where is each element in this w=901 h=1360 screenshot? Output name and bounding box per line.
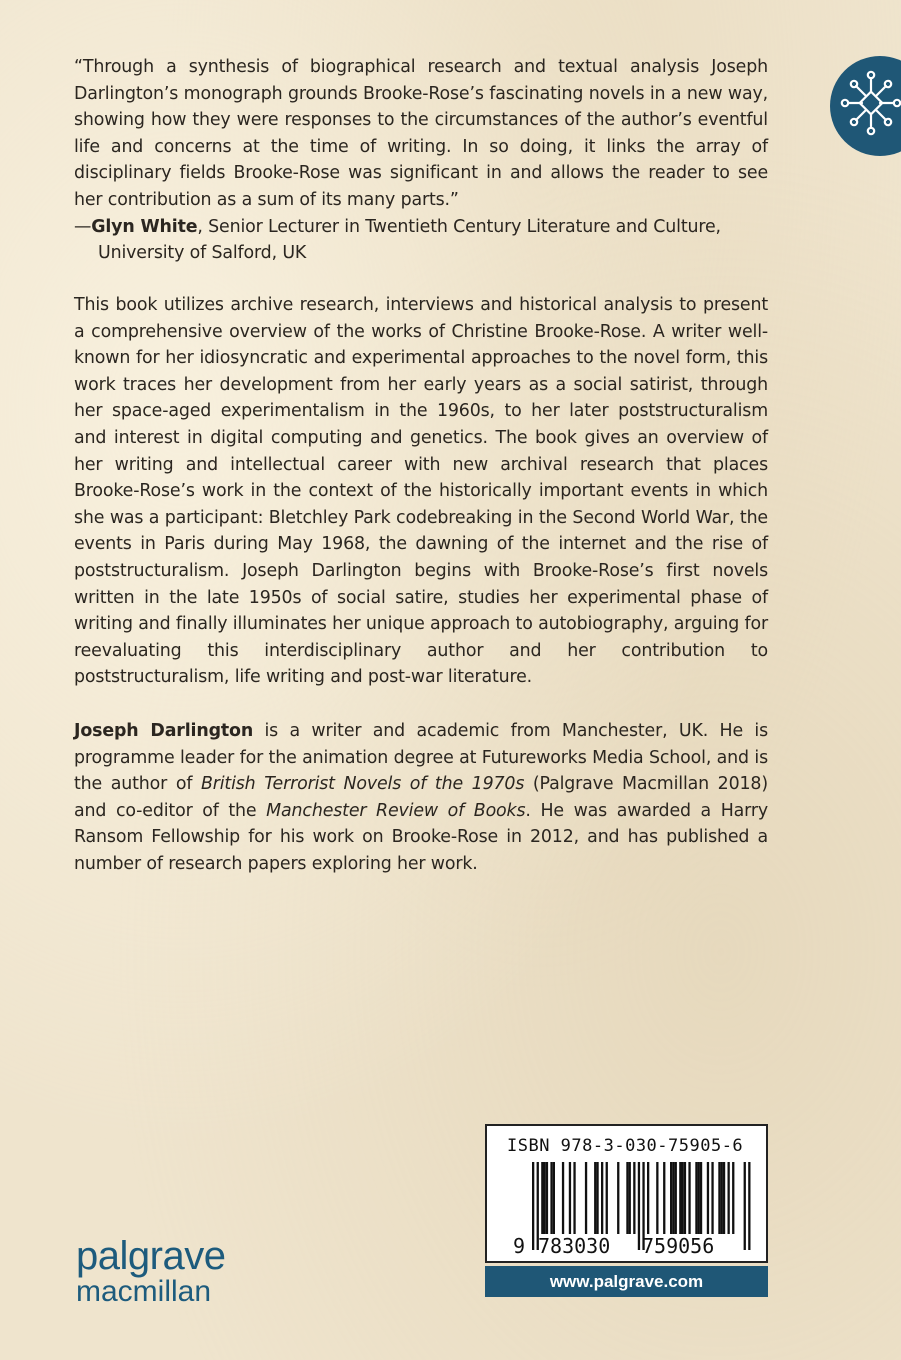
barcode-bar	[718, 1162, 720, 1234]
barcode-bar	[698, 1162, 700, 1234]
barcode-bar	[682, 1162, 684, 1234]
series-seal	[830, 56, 901, 156]
publisher-url[interactable]: www.palgrave.com	[485, 1266, 768, 1297]
quote-affiliation: , Senior Lecturer in Twentieth Century Literature and Culture, University of Salford, UK	[98, 216, 721, 264]
barcode-bar	[601, 1162, 603, 1234]
bio-part-2: (Palgrave Macmillan 2018) and co-editor of the	[74, 774, 768, 821]
barcode-digits-right: 759056	[642, 1234, 715, 1258]
book-summary	[74, 292, 768, 691]
barcode-bar	[585, 1162, 587, 1234]
barcode-bar	[569, 1162, 571, 1234]
bio-author-name: Joseph Darlington	[74, 721, 254, 741]
barcode-bar	[732, 1162, 734, 1234]
barcode-bar	[629, 1162, 631, 1234]
endorsement-quote	[74, 54, 768, 267]
network-node-icon	[830, 56, 901, 156]
bio-part-3: . He was awarded a Harry Ransom Fellowship for his work on Brooke-Rose in 2012, and has published a number of research papers exploring her work.	[74, 800, 769, 874]
barcode-bar	[679, 1162, 681, 1234]
bio-review-title: Manchester Review of Books	[266, 800, 526, 821]
barcode-bar	[721, 1162, 723, 1234]
isbn-barcode	[485, 1124, 768, 1263]
barcode-bars	[487, 1126, 766, 1261]
barcode-bar	[728, 1162, 730, 1234]
barcode-bar	[647, 1162, 649, 1234]
barcode-bar	[744, 1162, 746, 1250]
barcode-bar	[544, 1162, 546, 1234]
barcode-bar	[688, 1162, 690, 1234]
barcode-bar	[633, 1162, 635, 1234]
author-bio	[74, 718, 768, 878]
barcode-bar	[638, 1162, 640, 1250]
barcode-bar	[684, 1162, 686, 1234]
barcode-bar	[594, 1162, 596, 1234]
isbn-text: ISBN 978-3-030-75905-6	[507, 1136, 744, 1156]
barcode-bar	[670, 1162, 672, 1234]
barcode-bar	[626, 1162, 628, 1234]
quote-text: “Through a synthesis of biographical research and textual analysis Joseph Darlington’s monograph grounds Brooke-Rose’s fascinating novels in a new way, showing how they were responses to the circumstances of the author’s eventful life and concerns at the time of writing. In so doing, it links the array of disciplinary fields Brooke-Rose was significant in and allows the reader to see her contribution as a sum of its many parts.”	[74, 57, 768, 210]
barcode-bar	[695, 1162, 697, 1234]
bio-part-1: is a writer and academic from Manchester, UK. He is programme leader for the animation degree at Futureworks Media School, and is the author of	[74, 721, 768, 795]
barcode-bar	[748, 1162, 750, 1250]
barcode-bar	[672, 1162, 674, 1234]
quote-author: Glyn White	[91, 216, 198, 237]
publisher-logo-line2: macmillan	[76, 1275, 212, 1308]
barcode-bar	[562, 1162, 564, 1234]
barcode-bar	[541, 1162, 543, 1234]
barcode-bar	[700, 1162, 702, 1234]
barcode-digits-left: 783030	[538, 1234, 611, 1258]
barcode-bar	[550, 1162, 552, 1234]
barcode-bar	[553, 1162, 555, 1234]
barcode-bar	[711, 1162, 713, 1234]
barcode-bar	[723, 1162, 725, 1234]
barcode-digit-first: 9	[513, 1234, 526, 1258]
bio-book-title: British Terrorist Novels of the 1970s	[200, 774, 525, 795]
barcode-bar	[663, 1162, 665, 1234]
barcode-bar	[606, 1162, 608, 1234]
barcode-bar	[573, 1162, 575, 1234]
barcode-bar	[617, 1162, 619, 1234]
barcode-bar	[532, 1162, 534, 1250]
quote-attribution	[74, 214, 768, 267]
quote-dash: —	[74, 216, 92, 237]
barcode-bar	[675, 1162, 677, 1234]
barcode-bar	[596, 1162, 598, 1234]
publisher-logo	[76, 1236, 225, 1308]
publisher-logo-line1: palgrave	[76, 1234, 226, 1278]
bio-text	[74, 718, 768, 878]
barcode-bar	[546, 1162, 548, 1234]
barcode-bar	[656, 1162, 658, 1234]
barcode-bar	[707, 1162, 709, 1234]
summary-text: This book utilizes archive research, interviews and historical analysis to present a comprehensive overview of the works of Christine Brooke-Rose. A writer well-known for her idiosyncratic and experimental approaches to the novel form, this work traces her development from her early years as a social satirist, through her space-aged experimentalism in the 1960s, to her later poststructuralism and interest in digital computing and genetics. The book gives an overview of her writing and intellectual career with new archival research that places Brooke-Rose’s work in the context of the historically important events in which she was a participant: Bletchley Park codebreaking in the Second World War, the events in Paris during May 1968, the dawning of the internet and the rise of poststructuralism. Joseph Darlington begins with Brooke-Rose’s first novels written in the late 1950s of social satire, studies her experimental phase of writing and finally illuminates her unique approach to autobiography, arguing for reevaluating this interdisciplinary author and her contribution to poststructuralism, life writing and post-war literature.	[74, 295, 768, 688]
